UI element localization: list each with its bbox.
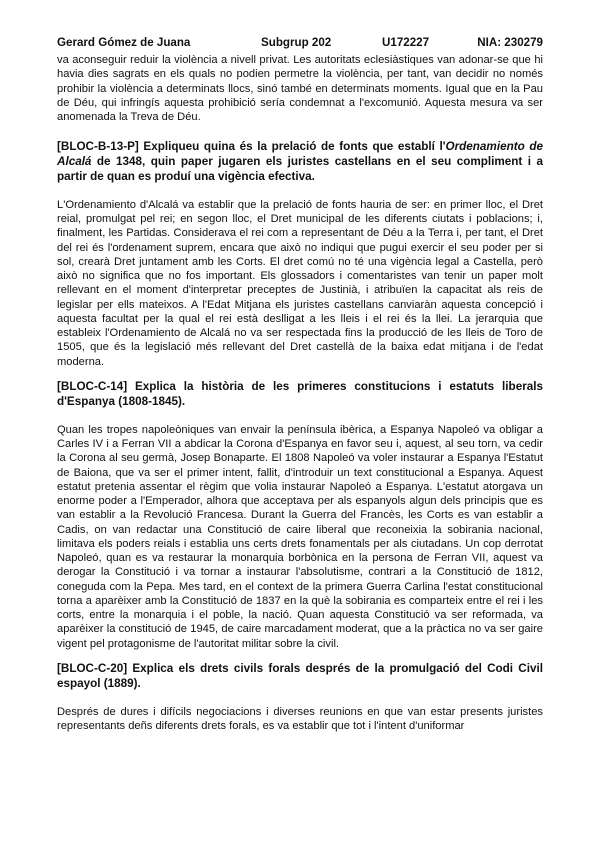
header-subgroup: Subgrup 202 xyxy=(261,36,332,49)
header-student-code: U172227 xyxy=(382,36,430,49)
question-text: [BLOC-B-13-P] Expliqueu quina és la prelació de fonts que establí l' xyxy=(57,140,446,154)
answer-bloc-c-20: Després de dures i difícils negociacions i diverses reunions en que van estar presents juristes representants deñs diferents drets forals, es va establir que tot i l'intent d'uniformar xyxy=(57,705,543,732)
intro-paragraph: va aconseguir reduir la violència a nivell privat. Les autoritats eclesiàstiques van adonar-se que hi havia dies sagrats en els quals no podien permetre la violència, per tant, van decidir no només prohibir la violència a determinats llocs, sinó també en determinats moments. Igual que en la Pau de Déu, qui infringís aquesta prohibició sería condemnat a l'excomunió. Aquesta mesura va ser anomenada la Treva de Déu. xyxy=(57,54,543,123)
header-nia: NIA: 230279 xyxy=(477,36,543,49)
document-body xyxy=(57,53,543,733)
question-text-rest: de 1348, quin paper jugaren els juristes castellans en el seu compliment i a partir de quan es produí una vigència efectiva. xyxy=(57,155,543,184)
question-text: [BLOC-C-20] Explica els drets civils forals després de la promulgació del Codi Civil espayol (1889). xyxy=(57,661,543,690)
question-bloc-b-13 xyxy=(57,140,543,185)
question-text: [BLOC-C-14] Explica la història de les primeres constitucions i estatuts liberals d'Espanya (1808-1845). xyxy=(57,379,543,408)
page-header xyxy=(57,36,543,52)
question-bloc-c-20 xyxy=(57,662,543,692)
answer-bloc-b-13: L'Ordenamiento d'Alcalá va establir que la prelació de fonts hauria de ser: en primer lloc, el Dret reial, promulgat pel rei; en segon lloc, el Dret municipal de les diferents ciutats i poblacions; i, finalment, les Partidas. Considerava el rei com a representant de Déu a la Terra i, per tant, el Dret del rei és l'ordenament suprem, encara que això no indiqui que pugui exercir el seu poder per si sol, crearà Dret juntament amb les Corts. El dret comú no té una vigència legal a Castella, però això no significa que no fos important. Els glossadors i comentaristes van tenir un paper molt rellevant en el moment d'interpretar preceptes de Justinià, i atribuïen la capacitat als reis de legislar per ells mateixos. A l'Edat Mitjana els juristes castellans canviaràn aquesta concepció i aquesta facultat per la qual el rei està deslligat a les lleis i el rei és la llei. La jerarquia que estableix l'Ordenamiento de Alcalá no va ser respectada fins la producció de les lleis de Toro de 1505, que és la legislació més rellevant del Dret castellà de la baixa edat mitjana i de l'edat moderna. xyxy=(57,198,543,368)
question-bloc-c-14 xyxy=(57,380,543,410)
question-italic-title: Ordenamiento de Alcalá xyxy=(57,140,543,169)
header-author: Gerard Gómez de Juana xyxy=(57,36,191,49)
answer-bloc-c-14: Quan les tropes napoleòniques van envair la península ibèrica, a Espanya Napoleó va obligar a Carles IV i a Ferran VII a abdicar la Corona d'Espanya en favor seu i, aquest, al seu torn, va cedir la Corona al seu germà, Josep Bonaparte. El 1808 Napoleó va voler instaurar a Espanya l'Estatut de Baiona, que va ser el primer intent, fallit, d'introduir un text constitucional a Espanya. Aquest estatut pretenia assentar el règim que volia instaurar Napoleó a Espanya. L'estatut atorgava un enorme poder a l'Emperador, alhora que acceptava per als espanyols algun dels principis que es van establir a la Revolució Francesa. Durant la Guerra del Francès, les Corts es van establir a Cadis, on van redactar una Constitució de caire liberal que reconeixia la sobirania nacional, limitava els poders reials i establia uns certs drets fonamentals per als ciutadans. Un cop derrotat Napoleó, quan es va restaurar la monarquia borbònica en la persona de Ferran VII, aquest va derogar la Constitució i va tornar a instaurar l'absolutisme, contrari a la Constitució de 1812, coneguda com la Pepa. Mes tard, en el context de la primera Guerra Carlina l'estat constitucional torna a aparèixer amb la Constitució de 1837 en la què la sobirania es comparteix entre el rei i les corts, entre la monarquia i el poble, la nació. Quan aquesta Constitució va ser reformada, va aparèixer la constitució de 1945, de caire marcadament moderat, que a la pràctica no va ser gaire vigent pel protagonisme de l'autoritat militar sobre la civil. xyxy=(57,423,543,650)
